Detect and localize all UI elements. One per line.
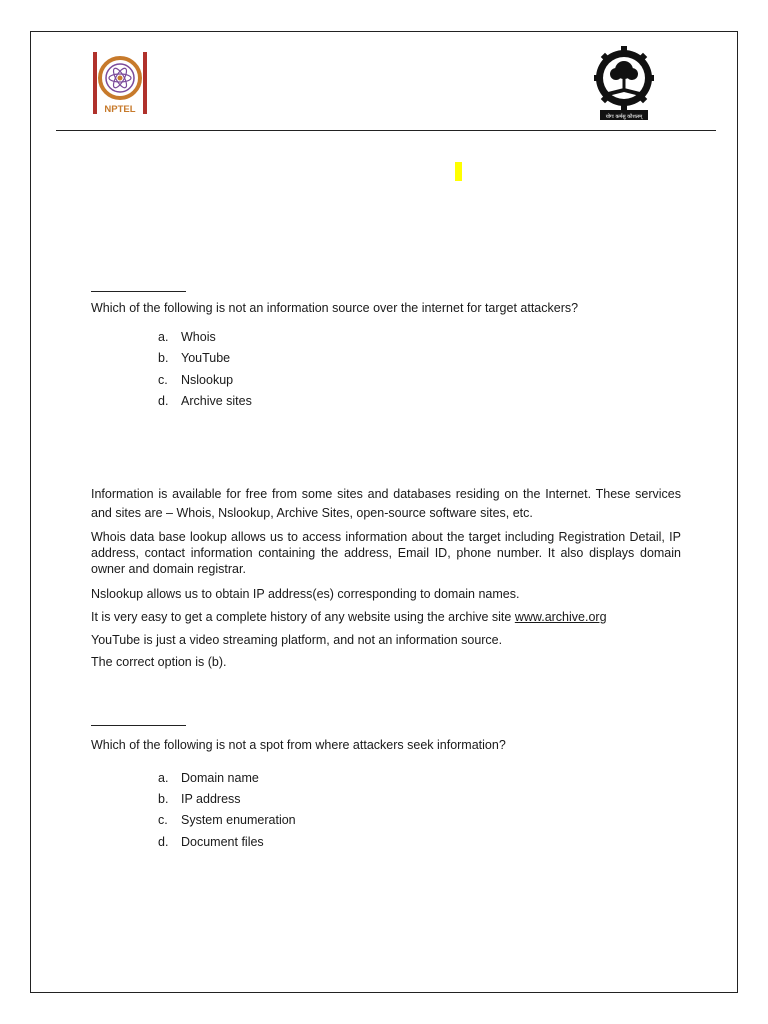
option-letter: a. (158, 330, 169, 344)
option-letter: c. (158, 813, 168, 827)
option-label: Nslookup (181, 373, 234, 387)
option-label: Document files (181, 835, 264, 849)
solution-paragraph: Information is available for free from some sites and databases residing on the Internet. These services and sites are – Whois, Nslookup, Archive Sites, open-source software sites, etc. (91, 487, 681, 520)
option-label: Domain name (181, 771, 259, 785)
document-page (30, 31, 738, 993)
solution-paragraph: Nslookup allows us to obtain IP address(es) corresponding to domain names. (91, 587, 520, 601)
option-label: System enumeration (181, 813, 296, 827)
emblem-motto: योगः कर्मसु कौशलम् (605, 114, 643, 120)
option-letter: d. (158, 835, 169, 849)
question-1-text: Which of the following is not an information source over the internet for target attackers? (91, 301, 579, 315)
option-label: Archive sites (181, 394, 252, 408)
correct-option-text: The correct option is (b). (91, 655, 227, 669)
highlight-mark (455, 162, 462, 181)
solution-paragraph: YouTube is just a video streaming platform, and not an information source. (91, 633, 503, 647)
option-label: YouTube (181, 351, 231, 365)
solution-paragraph: Whois data base lookup allows us to access information about the target including Registration Detail, IP address, contact information containing the address, Email ID, phone number. It also displays domain owner and domain registrar. (91, 530, 681, 576)
question-2-text: Which of the following is not a spot from where attackers seek information? (91, 738, 506, 752)
archive-link[interactable]: www.archive.org (514, 610, 607, 624)
question-rule (91, 291, 186, 292)
option-letter: b. (158, 351, 169, 365)
option-label: IP address (181, 792, 241, 806)
option-letter: b. (158, 792, 169, 806)
header-rule (56, 130, 716, 131)
nptel-logo-text: NPTEL (104, 104, 136, 115)
nptel-logo (91, 50, 149, 120)
option-letter: c. (158, 373, 168, 387)
solution-paragraph (91, 609, 681, 625)
solution-text: It is very easy to get a complete history of any website using the archive site (91, 610, 515, 624)
option-label: Whois (181, 330, 216, 344)
option-letter: d. (158, 394, 169, 408)
option-letter: a. (158, 771, 169, 785)
question-rule (91, 725, 186, 726)
iit-kharagpur-emblem (594, 46, 654, 124)
